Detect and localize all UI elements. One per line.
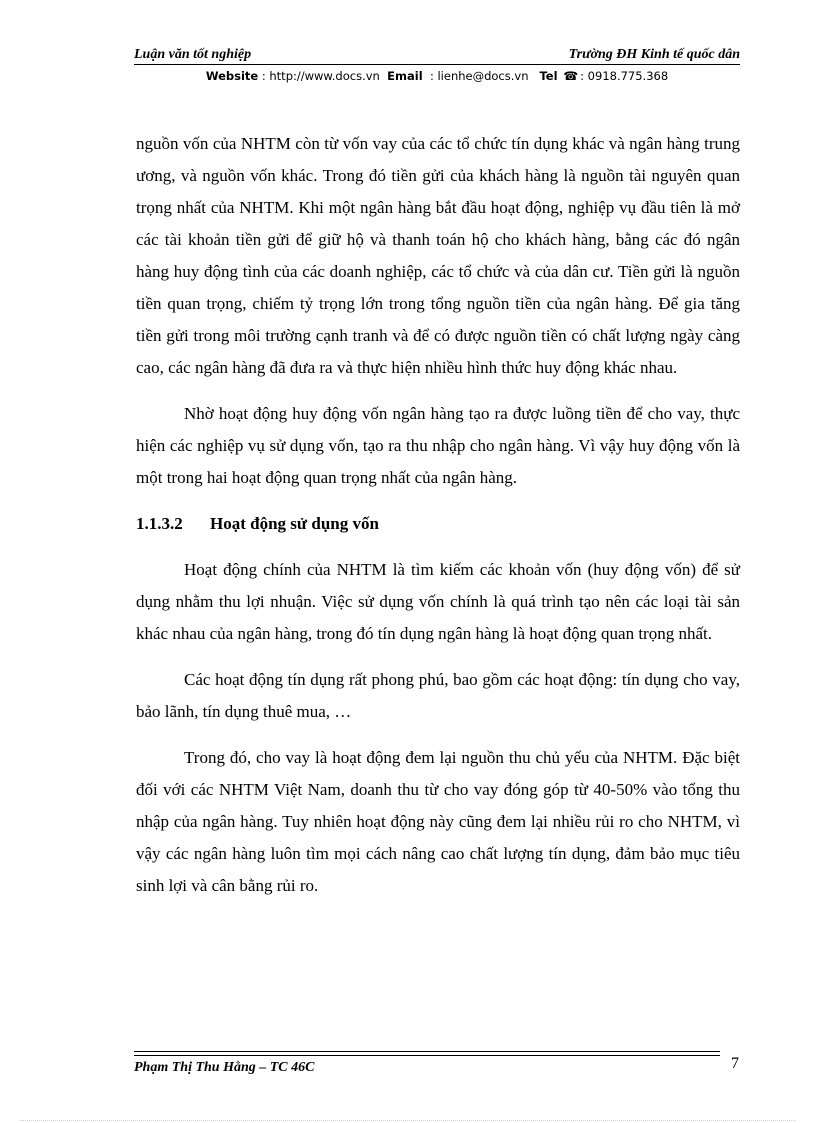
header-left-title: Luận văn tốt nghiệp <box>134 47 252 62</box>
page-edge <box>20 1120 796 1121</box>
document-body <box>136 128 740 902</box>
section-heading <box>136 508 740 540</box>
paragraph-5: Trong đó, cho vay là hoạt động đem lại nguồn thu chủ yếu của NHTM. Đặc biệt đối với các NHTM Việt Nam, doanh thu từ cho vay đóng góp từ 40-50% vào tổng thu nhập của ngân hàng. Tuy nhiên hoạt động này cũng đem lại nhiều rủi ro cho NHTM, vì vậy các ngân hàng luôn tìm mọi cách nâng cao chất lượng tín dụng, đảm bảo mục tiêu sinh lợi và cân bằng rủi ro. <box>136 748 740 895</box>
header-right-title: Trường ĐH Kinh tế quốc dân <box>568 47 740 62</box>
section-number: 1.1.3.2 <box>136 514 183 533</box>
footer-divider-bottom <box>134 1055 720 1056</box>
paragraph-2: Nhờ hoạt động huy động vốn ngân hàng tạo ra được luồng tiền để cho vay, thực hiện các nghiệp vụ sử dụng vốn, tạo ra thu nhập cho ngân hàng. Vì vậy huy động vốn là một trong hai hoạt động quan trọng nhất của ngân hàng. <box>136 404 740 487</box>
section-title: Hoạt động sử dụng vốn <box>210 514 379 533</box>
page-number: 7 <box>731 1055 739 1072</box>
paragraph-4: Các hoạt động tín dụng rất phong phú, bao gồm các hoạt động: tín dụng cho vay, bảo lãnh, tín dụng thuê mua, … <box>136 670 740 721</box>
header-contact-line <box>134 68 740 84</box>
footer-divider-top <box>134 1051 720 1052</box>
header-divider <box>134 64 740 65</box>
website-label: Website <box>205 69 259 83</box>
email-label: Email <box>387 69 423 83</box>
website-value[interactable]: : http://www.docs.vn <box>261 69 380 83</box>
email-value[interactable]: : lienhe@docs.vn <box>429 69 529 83</box>
tel-value: : 0918.775.368 <box>580 69 669 83</box>
paragraph-3: Hoạt động chính của NHTM là tìm kiếm các khoản vốn (huy động vốn) để sử dụng nhằm thu lợi nhuận. Việc sử dụng vốn chính là quá trình tạo nên các loại tài sản khác nhau của ngân hàng, trong đó tín dụng ngân hàng là hoạt động quan trọng nhất. <box>136 560 740 643</box>
paragraph-1: nguồn vốn của NHTM còn từ vốn vay của các tổ chức tín dụng khác và ngân hàng trung ương, và nguồn vốn khác. Trong đó tiền gửi của khách hàng là nguồn tài nguyên quan trọng nhất của NHTM. Khi một ngân hàng bắt đầu hoạt động, nghiệp vụ đầu tiên là mở các tài khoản tiền gửi để giữ hộ và thanh toán hộ cho khách hàng, bằng các đó ngân hàng huy động tình của các doanh nghiệp, các tổ chức và của dân cư. Tiền gửi là nguồn tiền quan trọng, chiếm tỷ trọng lớn trong tổng nguồn tiền của ngân hàng. Để gia tăng tiền gửi trong môi trường cạnh tranh và để có được nguồn tiền có chất lượng ngày càng cao, các ngân hàng đã đưa ra và thực hiện nhiều hình thức huy động khác nhau. <box>136 134 740 377</box>
tel-label: Tel <box>539 69 558 83</box>
page-header <box>134 46 740 64</box>
footer-author: Phạm Thị Thu Hằng – TC 46C <box>134 1060 315 1075</box>
phone-icon: ☎ <box>563 69 579 83</box>
